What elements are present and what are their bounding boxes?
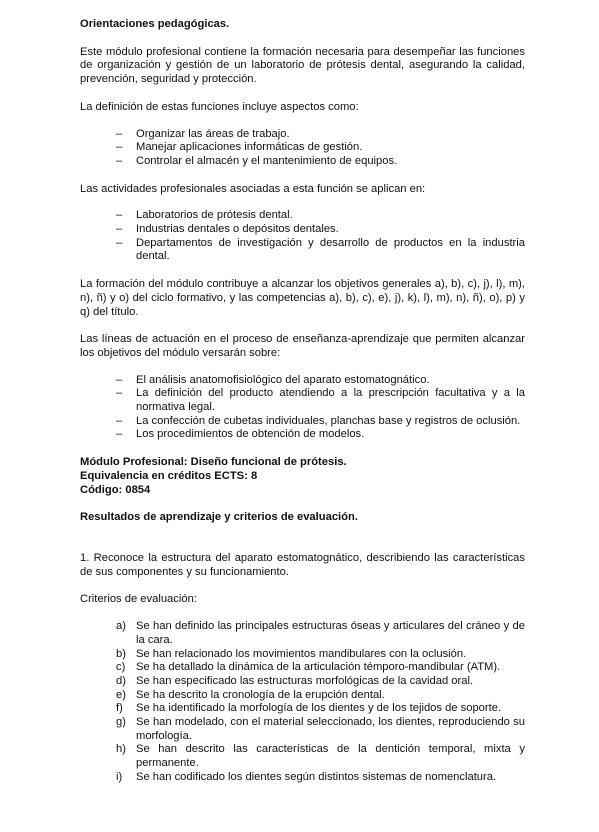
criteria-letter: b) xyxy=(116,647,126,660)
list-item: i) Se han codificado los dientes según distintos sistemas de nomenclatura. xyxy=(116,770,497,783)
dash-marker: – xyxy=(116,223,123,236)
dash-marker: – xyxy=(116,428,123,441)
list-item: d) Se han especificado las estructuras morfológicas de la cavidad oral. xyxy=(116,674,474,687)
criteria-letter: a) xyxy=(116,620,126,633)
list-item: g) Se han modelado, con el material seleccionado, los dientes, reproduciendo su morfología. xyxy=(116,716,525,742)
module-ects: Equivalencia en créditos ECTS: 8 xyxy=(80,469,258,482)
criteria-letter: g) xyxy=(116,716,126,729)
lines-list xyxy=(80,374,525,443)
criteria-letter: f) xyxy=(116,702,123,715)
results-heading: Resultados de aprendizaje y criterios de evaluación. xyxy=(80,511,358,524)
dash-marker: – xyxy=(116,373,123,386)
list-item: c) Se ha detallado la dinámica de la articulación témporo-mandibular (ATM). xyxy=(116,661,501,674)
list-item: – Los procedimientos de obtención de modelos. xyxy=(116,428,365,441)
criteria-letter: h) xyxy=(116,743,126,756)
list-item: f) Se ha identificado la morfología de los dientes y de los tejidos de soporte. xyxy=(116,702,502,715)
list-item: h) Se han descrito las características de la dentición temporal, mixta y permanente. xyxy=(116,743,525,770)
list-item: – Laboratorios de prótesis dental. xyxy=(116,209,293,222)
list-item: e) Se ha descrito la cronología de la erupción dental. xyxy=(116,688,385,701)
definition-list xyxy=(80,128,525,169)
dash-marker: – xyxy=(116,141,123,154)
definition-intro: La definición de estas funciones incluye aspectos como: xyxy=(80,100,359,113)
lines-intro: Las líneas de actuación en el proceso de enseñanza-aprendizaje que permiten alcanzar los objetivos del módulo versarán sobre: xyxy=(80,333,525,359)
list-item: – La definición del producto atendiendo a la prescripción facultativa y a la normativa legal. xyxy=(116,387,525,414)
activities-list xyxy=(80,209,525,264)
document-page xyxy=(80,12,525,785)
list-item: – Organizar las áreas de trabajo. xyxy=(116,127,290,140)
list-item: – Industrias dentales o depósitos dentales. xyxy=(116,223,339,236)
dash-marker: – xyxy=(116,387,123,400)
list-item: – Controlar el almacén y el mantenimiento de equipos. xyxy=(116,154,398,167)
dash-marker: – xyxy=(116,236,123,249)
module-title: Módulo Profesional: Diseño funcional de prótesis. xyxy=(80,456,347,469)
module-code: Código: 0854 xyxy=(80,483,151,496)
activities-intro: Las actividades profesionales asociadas a esta función se aplican en: xyxy=(80,182,426,195)
orientaciones-heading: Orientaciones pedagógicas. xyxy=(80,18,230,30)
criteria-intro: Criterios de evaluación: xyxy=(80,593,197,606)
criteria-letter: c) xyxy=(116,661,126,674)
criteria-letter: e) xyxy=(116,688,126,701)
dash-marker: – xyxy=(116,127,123,140)
intro-paragraph: Este módulo profesional contiene la formación necesaria para desempeñar las funciones de organización y gestión de un laboratorio de prótesis dental, asegurando la calidad, prevención, seguridad y protección. xyxy=(80,45,525,86)
objectives-paragraph: La formación del módulo contribuye a alcanzar los objetivos generales a), b), c), j), l), m), n), ñ) y o) del ciclo formativo, y las competencias a), b), c), e), j), k), l), m), n), ñ), o), p) y q) del título. xyxy=(80,278,525,318)
criteria-list xyxy=(80,620,525,784)
dash-marker: – xyxy=(116,209,123,222)
criteria-letter: d) xyxy=(116,674,126,687)
list-item: a) Se han definido las principales estructuras óseas y articulares del cráneo y de la cara. xyxy=(116,620,525,646)
criteria-letter: i) xyxy=(116,770,123,783)
list-item: – Manejar aplicaciones informáticas de gestión. xyxy=(116,141,363,154)
dash-marker: – xyxy=(116,154,123,167)
list-item: – El análisis anatomofisiológico del aparato estomatognático. xyxy=(116,373,430,386)
result-1: 1. Reconoce la estructura del aparato estomatognático, describiendo las características de sus componentes y su funcionamiento. xyxy=(80,551,525,578)
list-item: b) Se han relacionado los movimientos mandibulares con la oclusión. xyxy=(116,647,467,660)
dash-marker: – xyxy=(116,414,123,427)
list-item: – Departamentos de investigación y desarrollo de productos en la industria dental. xyxy=(116,236,525,263)
list-item: – La confección de cubetas individuales, planchas base y registros de oclusión. xyxy=(116,414,521,427)
module-header xyxy=(80,456,525,497)
